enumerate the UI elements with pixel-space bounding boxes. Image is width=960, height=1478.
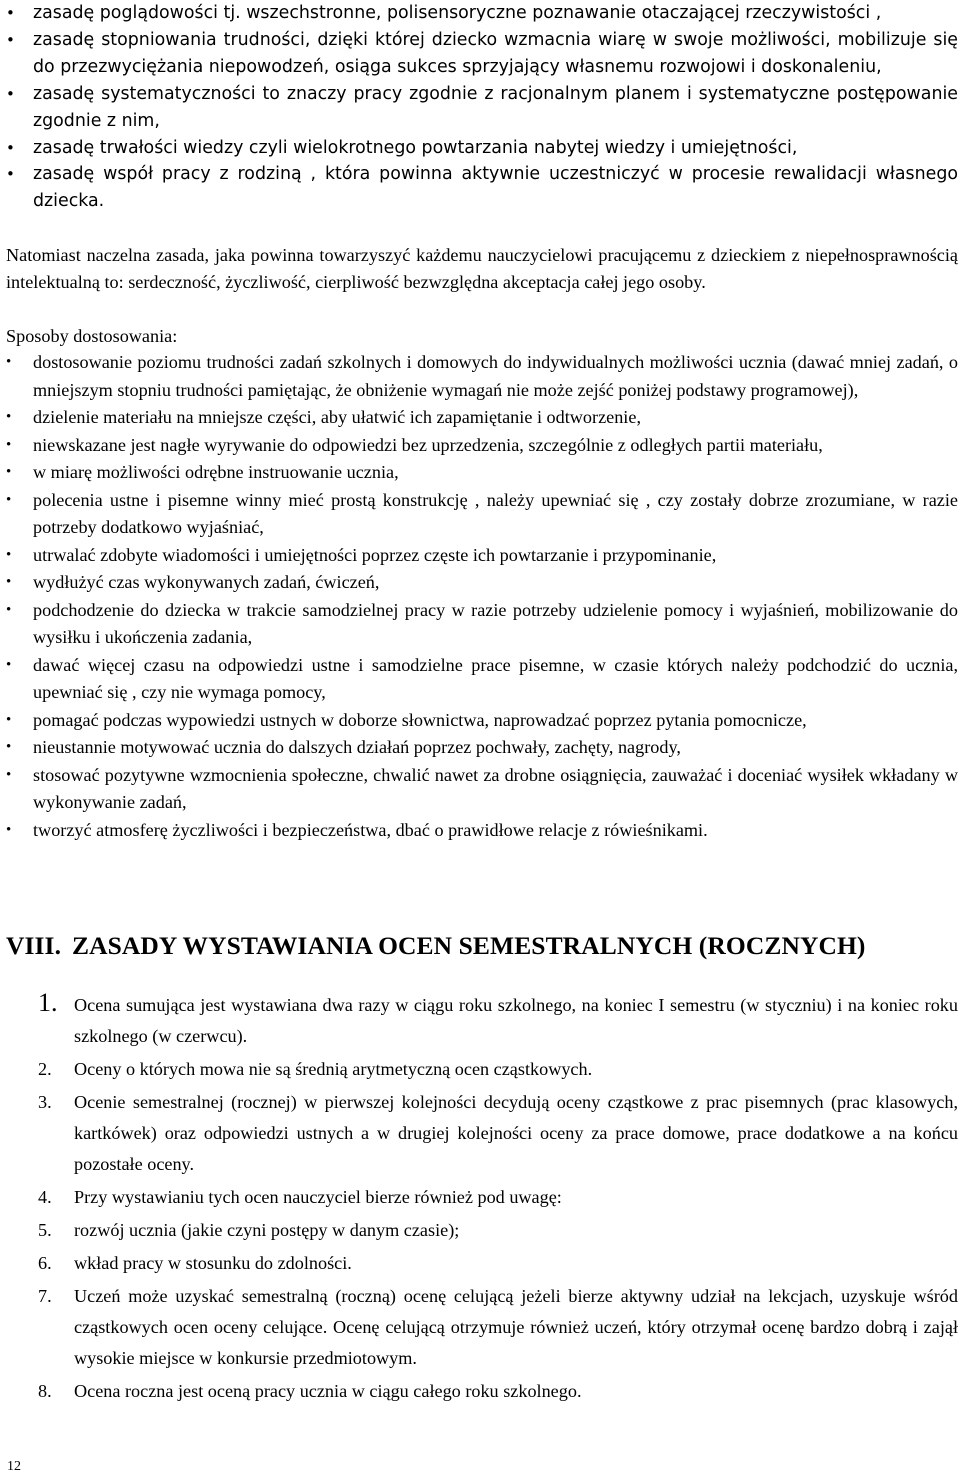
- bullet-icon: •: [6, 409, 12, 425]
- list-item: [0, 1376, 958, 1407]
- list-item: [0, 1248, 958, 1279]
- bullet-icon: •: [6, 574, 12, 590]
- section-heading: [6, 931, 866, 961]
- item-number: 4.: [38, 1187, 52, 1207]
- list-item: [0, 652, 958, 707]
- list-item: [0, 1087, 958, 1180]
- list-item-text: Przy wystawianiu tych ocen nauczyciel bierze również pod uwagę:: [74, 1187, 562, 1207]
- list-item: [0, 135, 958, 162]
- list-item: [0, 161, 958, 215]
- section-title: ZASADY WYSTAWIANIA OCEN SEMESTRALNYCH (ROCZNYCH): [72, 931, 866, 960]
- bullet-icon: •: [6, 656, 12, 673]
- list-item-text: zasadę współ pracy z rodziną , która powinna aktywnie uczestniczyć w procesie rewalidacji własnego dziecka.: [33, 164, 958, 212]
- item-number: 6.: [38, 1253, 52, 1273]
- list-item-text: stosować pozytywne wzmocnienia społeczne, chwalić nawet za drobne osiągnięcia, zauważać i doceniać wysiłek wkładany w wykonywanie zadań,: [33, 764, 958, 812]
- page-number: 12: [7, 1459, 21, 1474]
- bullet-icon: •: [6, 464, 12, 480]
- bullet-icon: •: [6, 601, 12, 618]
- item-number: 3.: [38, 1092, 52, 1112]
- list-item-text: Ocena sumująca jest wystawiana dwa razy w ciągu roku szkolnego, na koniec I semestru (w styczniu) i na koniec roku szkolnego (w czerwcu).: [74, 995, 958, 1046]
- list-item: [0, 487, 958, 542]
- list-item: [0, 404, 958, 432]
- list-item: [0, 27, 958, 81]
- list-item-text: utrwalać zdobyte wiadomości i umiejętności poprzez częste ich powtarzanie i przypominanie,: [33, 544, 717, 565]
- list-item: [0, 1281, 958, 1374]
- list-item: [0, 81, 958, 135]
- item-number: 8.: [38, 1381, 52, 1401]
- adaptation-subheading: Sposoby dostosowania:: [6, 326, 178, 346]
- list-item-text: zasadę systematyczności to znaczy pracy zgodnie z racjonalnym planem i systematyczne postępowanie zgodnie z nim,: [33, 83, 958, 131]
- list-item: [0, 734, 958, 762]
- list-item: [0, 597, 958, 652]
- principle-paragraph: Natomiast naczelna zasada, jaka powinna towarzyszyć każdemu nauczycielowi pracującemu z dzieckiem z niepełnosprawnością intelektualną to: serdeczność, życzliwość, cierpliwość bezwzględna akceptacja całej jego osoby.: [6, 245, 958, 292]
- bullet-icon: •: [6, 711, 12, 728]
- list-item: [0, 990, 958, 1052]
- list-item: [0, 762, 958, 817]
- list-item-text: zasadę stopniowania trudności, dzięki której dziecko wzmacnia wiarę w swoje możliwości, mobilizuje się do przezwyciężania niepowodzeń, osiąga sukces sprzyjający własnemu rozwojowi i doskonaleniu,: [33, 29, 958, 77]
- list-item: [0, 1054, 958, 1085]
- list-item: [0, 349, 958, 404]
- list-item-text: polecenia ustne i pisemne winny mieć prostą konstrukcję , należy upewniać się , czy zostały dobrze zrozumiane, w razie potrzeby dodatkowo wyjaśniać,: [33, 489, 958, 537]
- list-item-text: podchodzenie do dziecka w trakcie samodzielnej pracy w razie potrzeby udzielenie pomocy i wyjaśnień, mobilizowanie do wysiłku i ukończenia zadania,: [33, 599, 958, 647]
- list-item-text: dostosowanie poziomu trudności zadań szkolnych i domowych do indywidualnych możliwości ucznia (dawać mniej zadań, o mniejszym stopniu trudności pamiętając, że obniżenie wymagań nie może zejść poniżej podstawy programowej),: [33, 352, 958, 400]
- bullet-icon: •: [6, 821, 12, 838]
- list-item-text: tworzyć atmosferę życzliwości i bezpieczeństwa, dbać o prawidłowe relacje z rówieśnikami.: [33, 819, 708, 840]
- list-item: [0, 432, 958, 460]
- list-item-text: pomagać podczas wypowiedzi ustnych w doborze słownictwa, naprowadzać poprzez pytania pomocnicze,: [33, 709, 807, 730]
- list-item-text: zasadę poglądowości tj. wszechstronne, polisensoryczne poznawanie otaczającej rzeczywistości ,: [33, 3, 882, 23]
- bullet-icon: •: [6, 766, 12, 783]
- bullet-icon: •: [6, 30, 15, 49]
- list-item-text: w miarę możliwości odrębne instruowanie ucznia,: [33, 462, 399, 482]
- list-item: [0, 459, 958, 487]
- bullet-icon: •: [6, 4, 15, 22]
- list-item-text: nieustannie motywować ucznia do dalszych działań poprzez pochwały, zachęty, nagrody,: [33, 737, 681, 757]
- list-item: [0, 569, 958, 597]
- bullet-icon: •: [6, 354, 12, 370]
- list-item-text: niewskazane jest nagłe wyrywanie do odpowiedzi bez uprzedzenia, szczególnie z odległych partii materiału,: [33, 434, 823, 455]
- list-item: [0, 707, 958, 735]
- bullet-icon: •: [6, 84, 15, 103]
- bullet-icon: •: [6, 491, 12, 508]
- list-item: [0, 0, 958, 27]
- item-number: 2.: [38, 1059, 52, 1079]
- bullet-icon: •: [6, 165, 15, 184]
- list-item-text: Ocenie semestralnej (rocznej) w pierwszej kolejności decydują oceny cząstkowe z prac pisemnych (prac klasowych, kartkówek) oraz odpowiedzi ustnych a w drugiej kolejności oceny za prace domowe, prace dodatkowe a na końcu pozostałe oceny.: [74, 1092, 958, 1174]
- bullet-icon: •: [6, 739, 12, 755]
- item-number: 5.: [38, 1220, 52, 1240]
- item-number: 1.: [38, 988, 58, 1017]
- list-item-text: dzielenie materiału na mniejsze części, aby ułatwić ich zapamiętanie i odtworzenie,: [33, 407, 641, 427]
- list-item-text: wkład pracy w stosunku do zdolności.: [74, 1253, 352, 1273]
- list-item: [0, 1215, 958, 1246]
- bullet-icon: •: [6, 138, 15, 157]
- grading-rules-list: [0, 990, 958, 1409]
- list-item-text: zasadę trwałości wiedzy czyli wielokrotnego powtarzania nabytej wiedzy i umiejętności,: [33, 137, 798, 158]
- section-number: VIII.: [6, 931, 62, 960]
- list-item-text: Oceny o których mowa nie są średnią arytmetyczną ocen cząstkowych.: [74, 1059, 593, 1079]
- bullet-icon: •: [6, 546, 12, 563]
- list-item-text: wydłużyć czas wykonywanych zadań, ćwiczeń,: [33, 572, 380, 592]
- list-item: [0, 817, 958, 845]
- list-item-text: Ocena roczna jest oceną pracy ucznia w ciągu całego roku szkolnego.: [74, 1381, 582, 1401]
- list-item-text: rozwój ucznia (jakie czyni postępy w danym czasie);: [74, 1220, 460, 1240]
- adaptation-list: [0, 349, 958, 844]
- list-item-text: Uczeń może uzyskać semestralną (roczną) ocenę celującą jeżeli bierze aktywny udział na lekcjach, uzyskuje wśród cząstkowych ocen oceny celujące. Ocenę celującą otrzymuje również uczeń, który otrzymał ocenę bardzo dobrą i zajął wysokie miejsce w konkursie przedmiotowym.: [74, 1286, 958, 1368]
- list-item: [0, 542, 958, 570]
- principles-list: [0, 0, 958, 215]
- item-number: 7.: [38, 1286, 52, 1306]
- list-item-text: dawać więcej czasu na odpowiedzi ustne i samodzielne prace pisemne, w czasie których należy podchodzić do ucznia, upewniać się , czy nie wymaga pomocy,: [33, 654, 958, 702]
- bullet-icon: •: [6, 436, 12, 453]
- list-item: [0, 1182, 958, 1213]
